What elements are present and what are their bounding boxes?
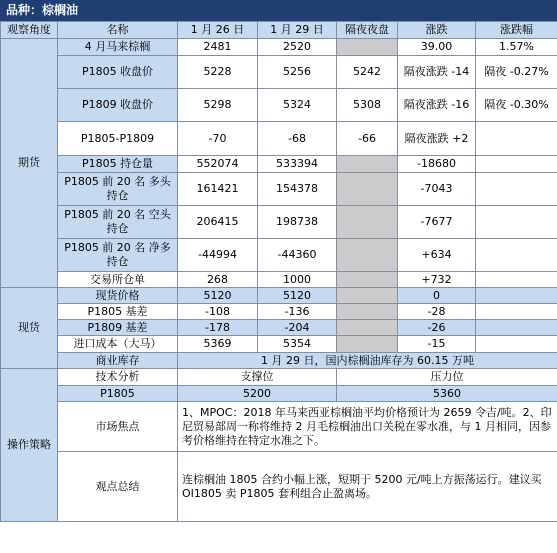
support-label: 支撑位 xyxy=(178,369,337,386)
cell: 5228 xyxy=(178,56,258,89)
row-name: P1805-P1809 xyxy=(58,122,178,156)
cell xyxy=(476,239,557,272)
row-name: 商业库存 xyxy=(58,353,178,369)
cell xyxy=(476,173,557,206)
table-row xyxy=(1,304,557,320)
table-row xyxy=(1,452,557,522)
cell xyxy=(476,304,557,320)
header-cell: 1 月 29 日 xyxy=(258,22,337,39)
cell: -204 xyxy=(258,320,337,336)
table-row xyxy=(1,173,557,206)
cell xyxy=(337,156,398,173)
table-row xyxy=(1,386,557,402)
cell: -68 xyxy=(258,122,337,156)
table-row xyxy=(1,56,557,89)
cell: 隔夜涨跌 -14 xyxy=(398,56,476,89)
cell: 2481 xyxy=(178,39,258,56)
table-row xyxy=(1,122,557,156)
section-spot: 现货 xyxy=(1,288,58,369)
cell: 隔夜 -0.27% xyxy=(476,56,557,89)
cell: 161421 xyxy=(178,173,258,206)
row-name: P1805 前 20 名 多头持仓 xyxy=(58,173,178,206)
row-name: 交易所仓单 xyxy=(58,272,178,288)
section-strategy: 操作策略 xyxy=(1,369,58,522)
cell: +634 xyxy=(398,239,476,272)
cell xyxy=(337,272,398,288)
cell: 154378 xyxy=(258,173,337,206)
row-name: P1805 持仓量 xyxy=(58,156,178,173)
cell xyxy=(476,122,557,156)
cell: 5354 xyxy=(258,336,337,353)
cell: 5369 xyxy=(178,336,258,353)
cell: 533394 xyxy=(258,156,337,173)
header-cell: 1 月 26 日 xyxy=(178,22,258,39)
cell: -108 xyxy=(178,304,258,320)
row-name: P1805 前 20 名 净多持仓 xyxy=(58,239,178,272)
resistance-label: 压力位 xyxy=(337,369,557,386)
header-row xyxy=(1,22,557,39)
cell: 5242 xyxy=(337,56,398,89)
view-summary-text: 连棕榈油 1805 合约小幅上涨，短期于 5200 元/吨上方振荡运行。建议买 OI1805 卖 P1805 套利组合止盈离场。 xyxy=(178,452,557,522)
cell xyxy=(476,336,557,353)
cell: 1000 xyxy=(258,272,337,288)
cell: +732 xyxy=(398,272,476,288)
cell xyxy=(476,320,557,336)
table-row xyxy=(1,239,557,272)
cell: 隔夜 -0.30% xyxy=(476,89,557,122)
cell: 2520 xyxy=(258,39,337,56)
cell xyxy=(337,206,398,239)
row-name: P1805 基差 xyxy=(58,304,178,320)
cell: -70 xyxy=(178,122,258,156)
cell: 5298 xyxy=(178,89,258,122)
row-name: 4 月马来棕榈 xyxy=(58,39,178,56)
cell xyxy=(337,304,398,320)
row-name: P1805 前 20 名 空头持仓 xyxy=(58,206,178,239)
cell xyxy=(476,272,557,288)
cell: -7043 xyxy=(398,173,476,206)
table-row xyxy=(1,369,557,386)
cell: 206415 xyxy=(178,206,258,239)
cell: 隔夜涨跌 -16 xyxy=(398,89,476,122)
cell: -136 xyxy=(258,304,337,320)
cell xyxy=(476,288,557,304)
cell: -44994 xyxy=(178,239,258,272)
support-value: 5200 xyxy=(178,386,337,402)
cell: -28 xyxy=(398,304,476,320)
table-row xyxy=(1,39,557,56)
view-summary-label: 观点总结 xyxy=(58,452,178,522)
cell: -178 xyxy=(178,320,258,336)
cell: -26 xyxy=(398,320,476,336)
contract-name: P1805 xyxy=(58,386,178,402)
table-row xyxy=(1,336,557,353)
cell: -66 xyxy=(337,122,398,156)
table-row xyxy=(1,272,557,288)
inventory-text: 1 月 29 日，国内棕榈油库存为 60.15 万吨 xyxy=(178,353,557,369)
table-row xyxy=(1,156,557,173)
cell xyxy=(476,206,557,239)
row-name: P1809 基差 xyxy=(58,320,178,336)
row-name: 现货价格 xyxy=(58,288,178,304)
table-row xyxy=(1,353,557,369)
table-row xyxy=(1,206,557,239)
row-name: P1805 收盘价 xyxy=(58,56,178,89)
section-futures: 期货 xyxy=(1,39,58,288)
cell: -18680 xyxy=(398,156,476,173)
row-name: 进口成本（大马） xyxy=(58,336,178,353)
table-row xyxy=(1,288,557,304)
cell: -44360 xyxy=(258,239,337,272)
cell xyxy=(337,336,398,353)
cell: 1.57% xyxy=(476,39,557,56)
tech-analysis-label: 技术分析 xyxy=(58,369,178,386)
header-cell: 涨跌幅 xyxy=(476,22,557,39)
row-name: P1809 收盘价 xyxy=(58,89,178,122)
table-row xyxy=(1,402,557,452)
header-cell: 名称 xyxy=(58,22,178,39)
cell xyxy=(337,39,398,56)
cell: 5120 xyxy=(258,288,337,304)
market-focus-label: 市场焦点 xyxy=(58,402,178,452)
header-cell: 观察角度 xyxy=(1,22,58,39)
cell xyxy=(337,288,398,304)
market-focus-text: 1、MPOC：2018 年马来西亚棕榈油平均价格预计为 2659 令吉/吨。2、印尼贸易部周一称将维持 2 月毛棕榈油出口关税在零水准，与 1 月相同，因参考价格维持在特定水准之下。 xyxy=(178,402,557,452)
header-cell: 涨跌 xyxy=(398,22,476,39)
table-row xyxy=(1,320,557,336)
cell: 198738 xyxy=(258,206,337,239)
cell: 5308 xyxy=(337,89,398,122)
cell: 5120 xyxy=(178,288,258,304)
header-cell: 隔夜夜盘 xyxy=(337,22,398,39)
cell xyxy=(476,156,557,173)
page-title: 品种：棕榈油 xyxy=(0,0,557,21)
cell xyxy=(337,320,398,336)
cell: 5324 xyxy=(258,89,337,122)
cell: 0 xyxy=(398,288,476,304)
cell: 39.00 xyxy=(398,39,476,56)
cell: 5256 xyxy=(258,56,337,89)
cell: -7677 xyxy=(398,206,476,239)
table-row xyxy=(1,89,557,122)
cell: 552074 xyxy=(178,156,258,173)
cell: -15 xyxy=(398,336,476,353)
cell xyxy=(337,173,398,206)
cell xyxy=(337,239,398,272)
data-table xyxy=(0,21,557,522)
resistance-value: 5360 xyxy=(337,386,557,402)
cell: 隔夜涨跌 +2 xyxy=(398,122,476,156)
cell: 268 xyxy=(178,272,258,288)
